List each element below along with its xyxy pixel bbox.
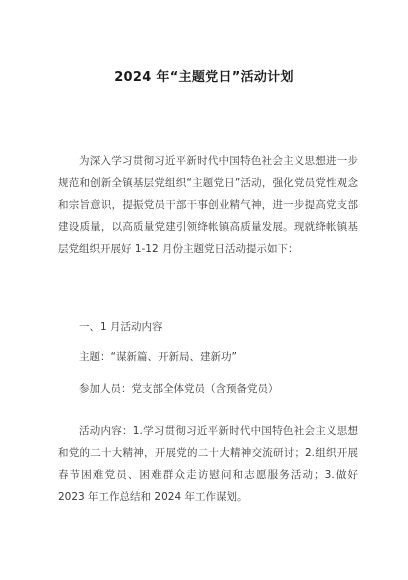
theme-line: 主题：“谋新篇、开新局、建新功” — [79, 351, 237, 363]
activities-paragraph: 活动内容：1.学习贯彻习近平新时代中国特色社会主义思想和党的二十大精神，开展党的二十大精神交流研讨；2.组织开展春节困难党员、困难群众走访慰问和志愿服务活动；3.做好 2023 年工作总结和 2024 年工作谋划。 — [58, 425, 358, 503]
participants-line: 参加人员：党支部全体党员（含预备党员） — [79, 383, 279, 395]
section-heading: 一、1 月活动内容 — [79, 321, 163, 333]
intro-paragraph: 为深入学习贯彻习近平新时代中国特色社会主义思想进一步规范和创新全镇基层党组织“主题党日”活动，强化党员党性观念和宗旨意识，提振党员干部干事创业精气神，进一步提高党支部建设质量，以高质量党建引领绛帐镇高质量发展。现就绛帐镇基层党组织开展好 1-12 月份主题党日活动提示如下： — [58, 155, 358, 255]
document-title: 2024 年“主题党日”活动计划 — [114, 70, 294, 85]
